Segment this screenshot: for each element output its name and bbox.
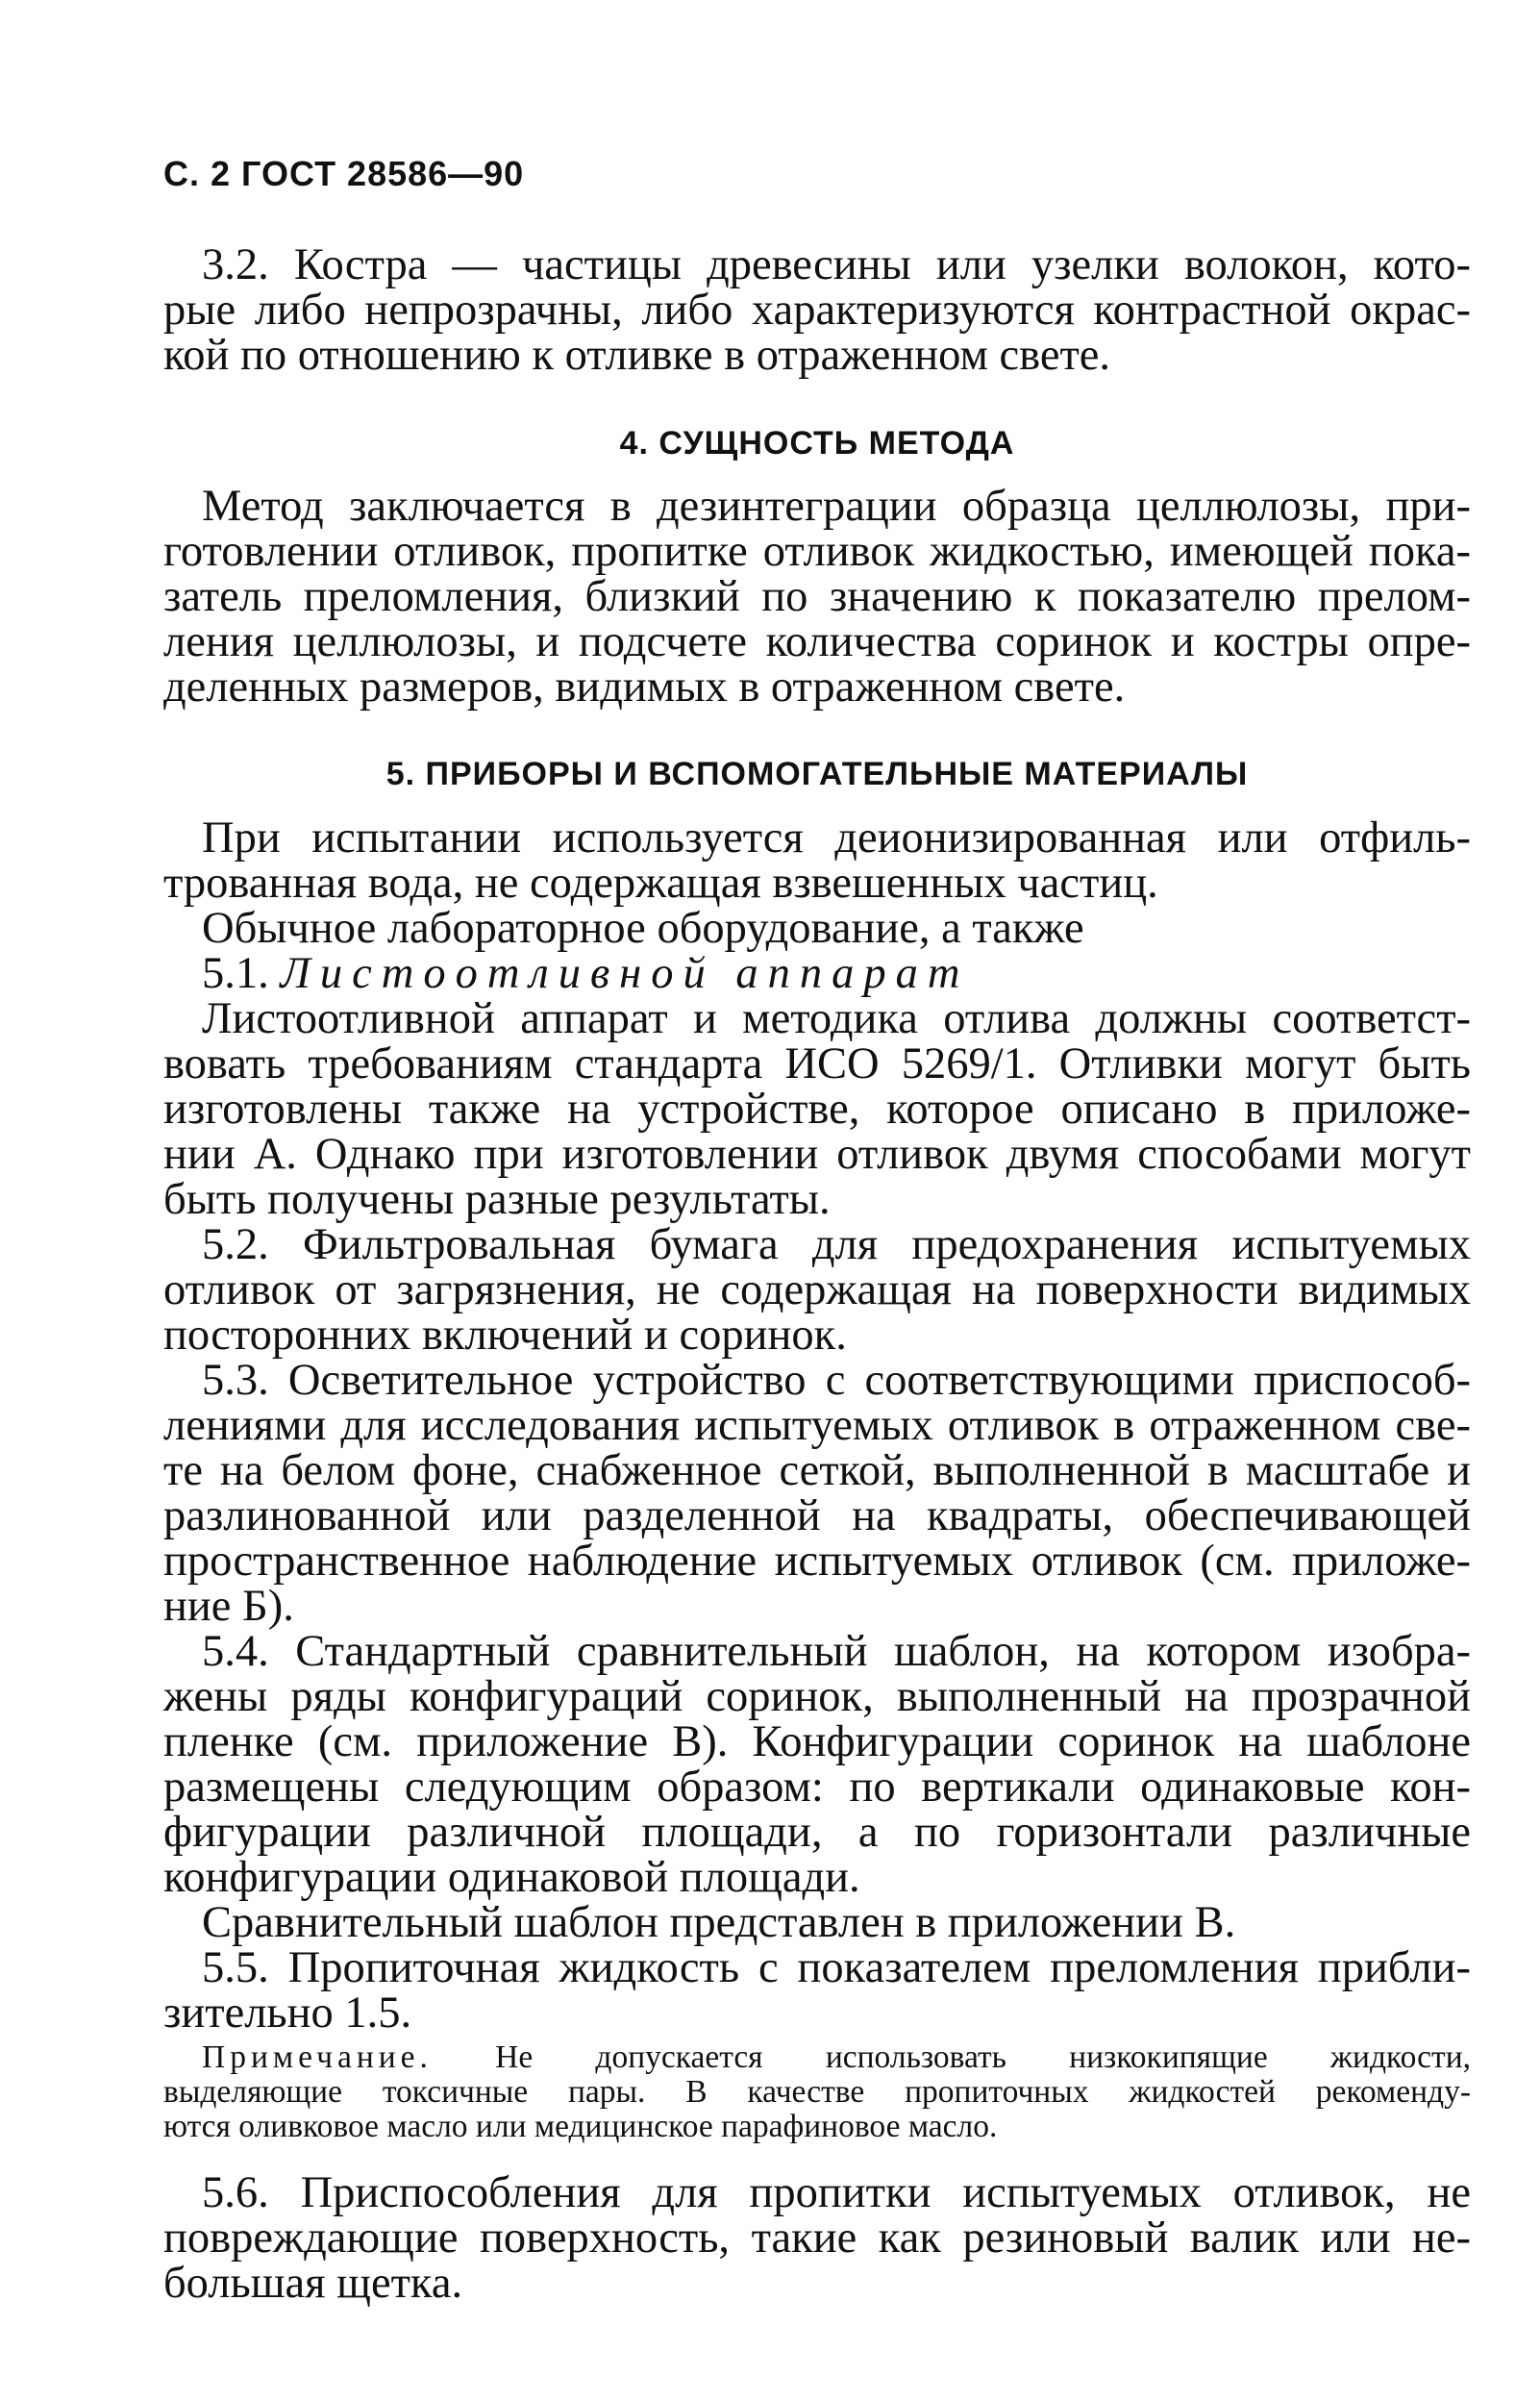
text-line: кой по отношению к отливке в отраженном свете.	[163, 331, 1111, 380]
text-line: изготовлены также на устройстве, которое описано в приложе-	[163, 1085, 1471, 1134]
text-line: ются оливковое масло или медицинское парафиновое масло.	[163, 2109, 998, 2144]
text-line: пространственное наблюдение испытуемых отливок (см. приложе-	[163, 1537, 1471, 1586]
text-line: зительно 1.5.	[163, 1988, 412, 2038]
paragraph-3-2	[163, 242, 1471, 378]
item-title: Листоотливной аппарат	[280, 949, 970, 998]
text-line: 5.2. Фильтровальная бумага для предохранения испытуемых	[202, 1220, 1471, 1269]
page-header: С. 2 ГОСТ 28586—90	[163, 154, 525, 193]
text-line: деленных размеров, видимых в отраженном свете.	[163, 663, 1126, 712]
text-line: вовать требованиям стандарта ИСО 5269/1. Отливки могут быть	[163, 1039, 1471, 1088]
item-5-4	[163, 1629, 1471, 1945]
text-line: Листоотливной аппарат и методика отлива должны соответст-	[202, 994, 1471, 1043]
text-line: большая щетка.	[163, 2259, 463, 2308]
text-line: При испытании используется деионизированная или отфиль-	[202, 813, 1471, 863]
text-line: быть получены разные результаты.	[163, 1175, 831, 1224]
text-line: затель преломления, близкий по значению к показателю прелом-	[163, 572, 1471, 621]
note-label: Примечание.	[202, 2039, 433, 2075]
text-line: отливок от загрязнения, не содержащая на поверхности видимых	[163, 1265, 1471, 1314]
text-line: 5.3. Осветительное устройство с соответствующими приспособ-	[202, 1356, 1471, 1405]
item-5-3	[163, 1358, 1471, 1629]
section-5-intro	[163, 815, 1471, 996]
text-line: лениями для исследования испытуемых отливок в отраженном све-	[163, 1401, 1471, 1450]
text-line: пленке (см. приложение В). Конфигурации соринок на шаблоне	[163, 1717, 1471, 1766]
text-line: ние Б).	[163, 1582, 294, 1631]
text-line: фигурации различной площади, а по горизонтали различные	[163, 1808, 1471, 1857]
text-line: Сравнительный шаблон представлен в приложении В.	[202, 1898, 1236, 1947]
section-4-heading: 4. СУЩНОСТЬ МЕТОДА	[619, 425, 1015, 462]
text-line: трованная вода, не содержащая взвешенных частиц.	[163, 859, 1158, 908]
text-line: рые либо непрозрачны, либо характеризуются контрастной окрас-	[163, 286, 1471, 335]
text-line: 5.4. Стандартный сравнительный шаблон, на котором изобра-	[202, 1627, 1471, 1676]
note	[163, 2040, 1471, 2144]
text-line: Обычное лабораторное оборудование, а также	[202, 904, 1084, 953]
item-5-2	[163, 1222, 1471, 1358]
item-5-6	[163, 2170, 1471, 2306]
text-line: Метод заключается в дезинтеграции образца целлюлозы, при-	[202, 482, 1471, 531]
item-number: 5.1.	[202, 949, 269, 998]
section-4-body	[163, 484, 1471, 710]
text-line: жены ряды конфигураций соринок, выполненный на прозрачной	[163, 1672, 1471, 1721]
text-line: выделяющие токсичные пары. В качестве пропиточных жидкостей рекоменду-	[163, 2074, 1471, 2110]
note-first-line	[163, 2040, 1471, 2075]
text-line: повреждающие поверхность, такие как резиновый валик или не-	[163, 2213, 1471, 2263]
text-line: готовлении отливок, пропитке отливок жидкостью, имеющей пока-	[163, 527, 1471, 576]
text-line: размещены следующим образом: по вертикали одинаковые кон-	[163, 1763, 1471, 1812]
text-line: 3.2. Костра — частицы древесины или узелки волокон, кото-	[202, 240, 1471, 289]
text-line: те на белом фоне, снабженное сеткой, выполненной в масштабе и	[163, 1446, 1471, 1495]
text-line: посторонних включений и соринок.	[163, 1311, 847, 1360]
text-line: конфигурации одинаковой площади.	[163, 1853, 860, 1902]
section-5-heading: 5. ПРИБОРЫ И ВСПОМОГАТЕЛЬНЫЕ МАТЕРИАЛЫ	[385, 756, 1249, 792]
text-line: ления целлюлозы, и подсчете количества соринок и костры опре-	[163, 617, 1471, 666]
item-5-5	[163, 1945, 1471, 2036]
item-5-1-body	[163, 996, 1471, 1222]
note-text: Не допускается использовать низкокипящие жидкости,	[495, 2039, 1471, 2075]
text-line: разлинованной или разделенной на квадраты, обеспечивающей	[163, 1491, 1471, 1540]
text-line: 5.6. Приспособления для пропитки испытуемых отливок, не	[202, 2168, 1471, 2217]
item-5-1-heading	[163, 951, 1471, 996]
text-line: нии А. Однако при изготовлении отливок двумя способами могут	[163, 1130, 1471, 1179]
text-line: 5.5. Пропиточная жидкость с показателем преломления прибли-	[202, 1943, 1471, 1992]
